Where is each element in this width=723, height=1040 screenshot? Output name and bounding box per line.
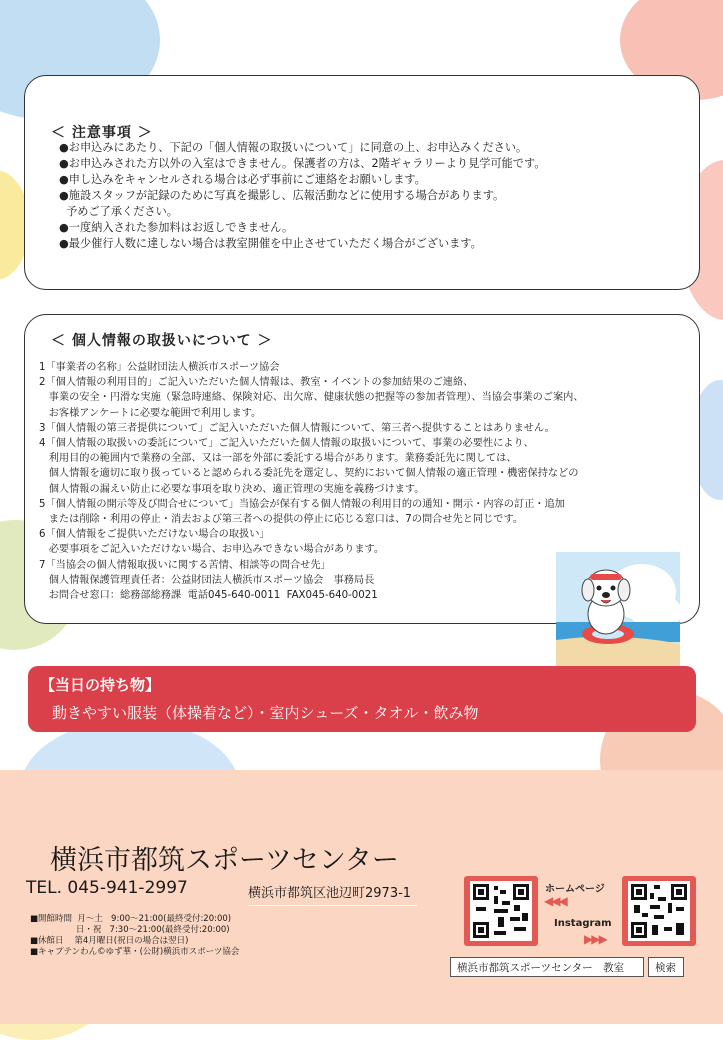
hours-line: ■休館日 第4月曜日(祝日の場合は翌日): [30, 936, 189, 946]
instagram-label: Instagram: [554, 918, 612, 929]
instagram-qr-code[interactable]: [622, 876, 696, 946]
list-item: 3「個人情報の第三者提供について」ご記入いただいた個人情報について、第三者へ提供することはありません。: [39, 422, 555, 434]
privacy-list: [39, 360, 584, 603]
list-item: 7「当協会の個人情報取扱いに関する苦情、相談等の問合せ先」: [39, 559, 331, 571]
arrow-right-icon: ▶▶▶: [584, 932, 606, 946]
homepage-label: ホームページ: [545, 884, 605, 895]
qr-code-icon: [628, 881, 690, 941]
list-item: 6「個人情報をご提供いただけない場合の取扱い」: [39, 529, 270, 541]
hours-line: ■キャプテンわん©ゆず華・(公財)横浜市スポーツ協会: [30, 947, 240, 957]
list-item: ●お申込みされた方以外の入室はできません。保護者の方は、2階ギャラリーより見学可能です。: [59, 157, 546, 170]
notice-title: ＜ 注意事項 ＞: [51, 125, 153, 141]
privacy-title: ＜ 個人情報の取扱いについて ＞: [51, 333, 273, 349]
qr-code-icon: [470, 881, 532, 941]
belongings-title: 【当日の持ち物】: [40, 676, 161, 694]
phone-number: TEL. 045-941-2997: [26, 878, 188, 898]
homepage-qr-code[interactable]: [464, 876, 538, 946]
hours-line: ■開館時間 月～土 9:00～21:00(最終受付:20:00): [30, 914, 232, 924]
arrow-left-icon: ◀◀◀: [544, 894, 566, 908]
list-item: 事業の安全・円滑な実施（緊急時連絡、保険対応、出欠席、健康状態の把握等の参加者管理）、当協会事業のご案内、: [39, 392, 584, 404]
belongings-text: 動きやすい服装（体操着など）・室内シューズ・タオル・飲み物: [52, 704, 479, 722]
list-item: 2「個人情報の利用目的」ご記入いただいた個人情報は、教室・イベントの参加結果のご連絡、: [39, 377, 474, 389]
belongings-banner: [28, 666, 696, 732]
list-item: ●一度納入された参加料はお返しできません。: [59, 221, 294, 234]
list-item: 利用目的の範囲内で業務の全部、又は一部を外部に委託する場合があります。業務委託先に関しては、: [39, 453, 517, 465]
list-item: お客様アンケートに必要な範囲で利用します。: [39, 407, 262, 419]
list-item: 必要事項をご記入いただけない場合、お申込みできない場合があります。: [39, 544, 385, 556]
list-item: 4「個人情報の取扱いの委託について」ご記入いただいた個人情報の取扱いについて、事業の必要性により、: [39, 438, 534, 450]
list-item: 個人情報保護管理責任者：公益財団法人横浜市スポーツ協会 事務局長: [39, 574, 375, 586]
list-item: 1「事業者の名称」公益財団法人横浜市スポーツ協会: [39, 362, 280, 373]
mascot-dog-illustration: [556, 552, 680, 668]
hours-line: 日・祝 7:30～21:00(最終受付:20:00): [30, 925, 230, 935]
opening-hours: [30, 914, 239, 958]
list-item: 個人情報の漏えい防止に必要な事項を取り決め、適正管理の実施を義務づけます。: [39, 483, 425, 495]
notice-box: [24, 75, 700, 290]
list-item: 予めご了承ください。: [59, 205, 178, 218]
list-item: 5「個人情報の開示等及び問合せについて」当協会が保有する個人情報の利用目的の通知・開示・内容の訂正・追加: [39, 498, 565, 510]
list-item: ●最少催行人数に達しない場合は教室開催を中止させていただく場合がございます。: [59, 237, 482, 250]
list-item: ●施設スタッフが記録のために写真を撮影し、広報活動などに使用する場合があります。: [59, 189, 505, 202]
list-item: または削除・利用の停止・消去および第三者への提供の停止に応じる窓口は、7の問合せ先と同じです。: [39, 514, 524, 526]
notice-list: [59, 140, 546, 252]
address: 横浜市都筑区池辺町2973-1: [248, 882, 417, 906]
search-button[interactable]: 検索: [648, 957, 684, 977]
list-item: ●申し込みをキャンセルされる場合は必ず事前にご連絡をお願いします。: [59, 173, 426, 186]
list-item: ●お申込みにあたり、下記の「個人情報の取扱いについて」に同意の上、お申込みください。: [59, 141, 528, 154]
center-name: 横浜市都筑スポーツセンター: [50, 845, 399, 876]
search-query-box[interactable]: 横浜市都筑スポーツセンター 教室: [450, 957, 644, 977]
list-item: お問合せ窓口：総務部総務課 電話045-640-0011 FAX045-640-0021: [39, 590, 378, 602]
list-item: 個人情報を適切に取り扱っていると認められる委託先を選定し、契約において個人情報の適正管理・機密保持などの: [39, 468, 579, 480]
